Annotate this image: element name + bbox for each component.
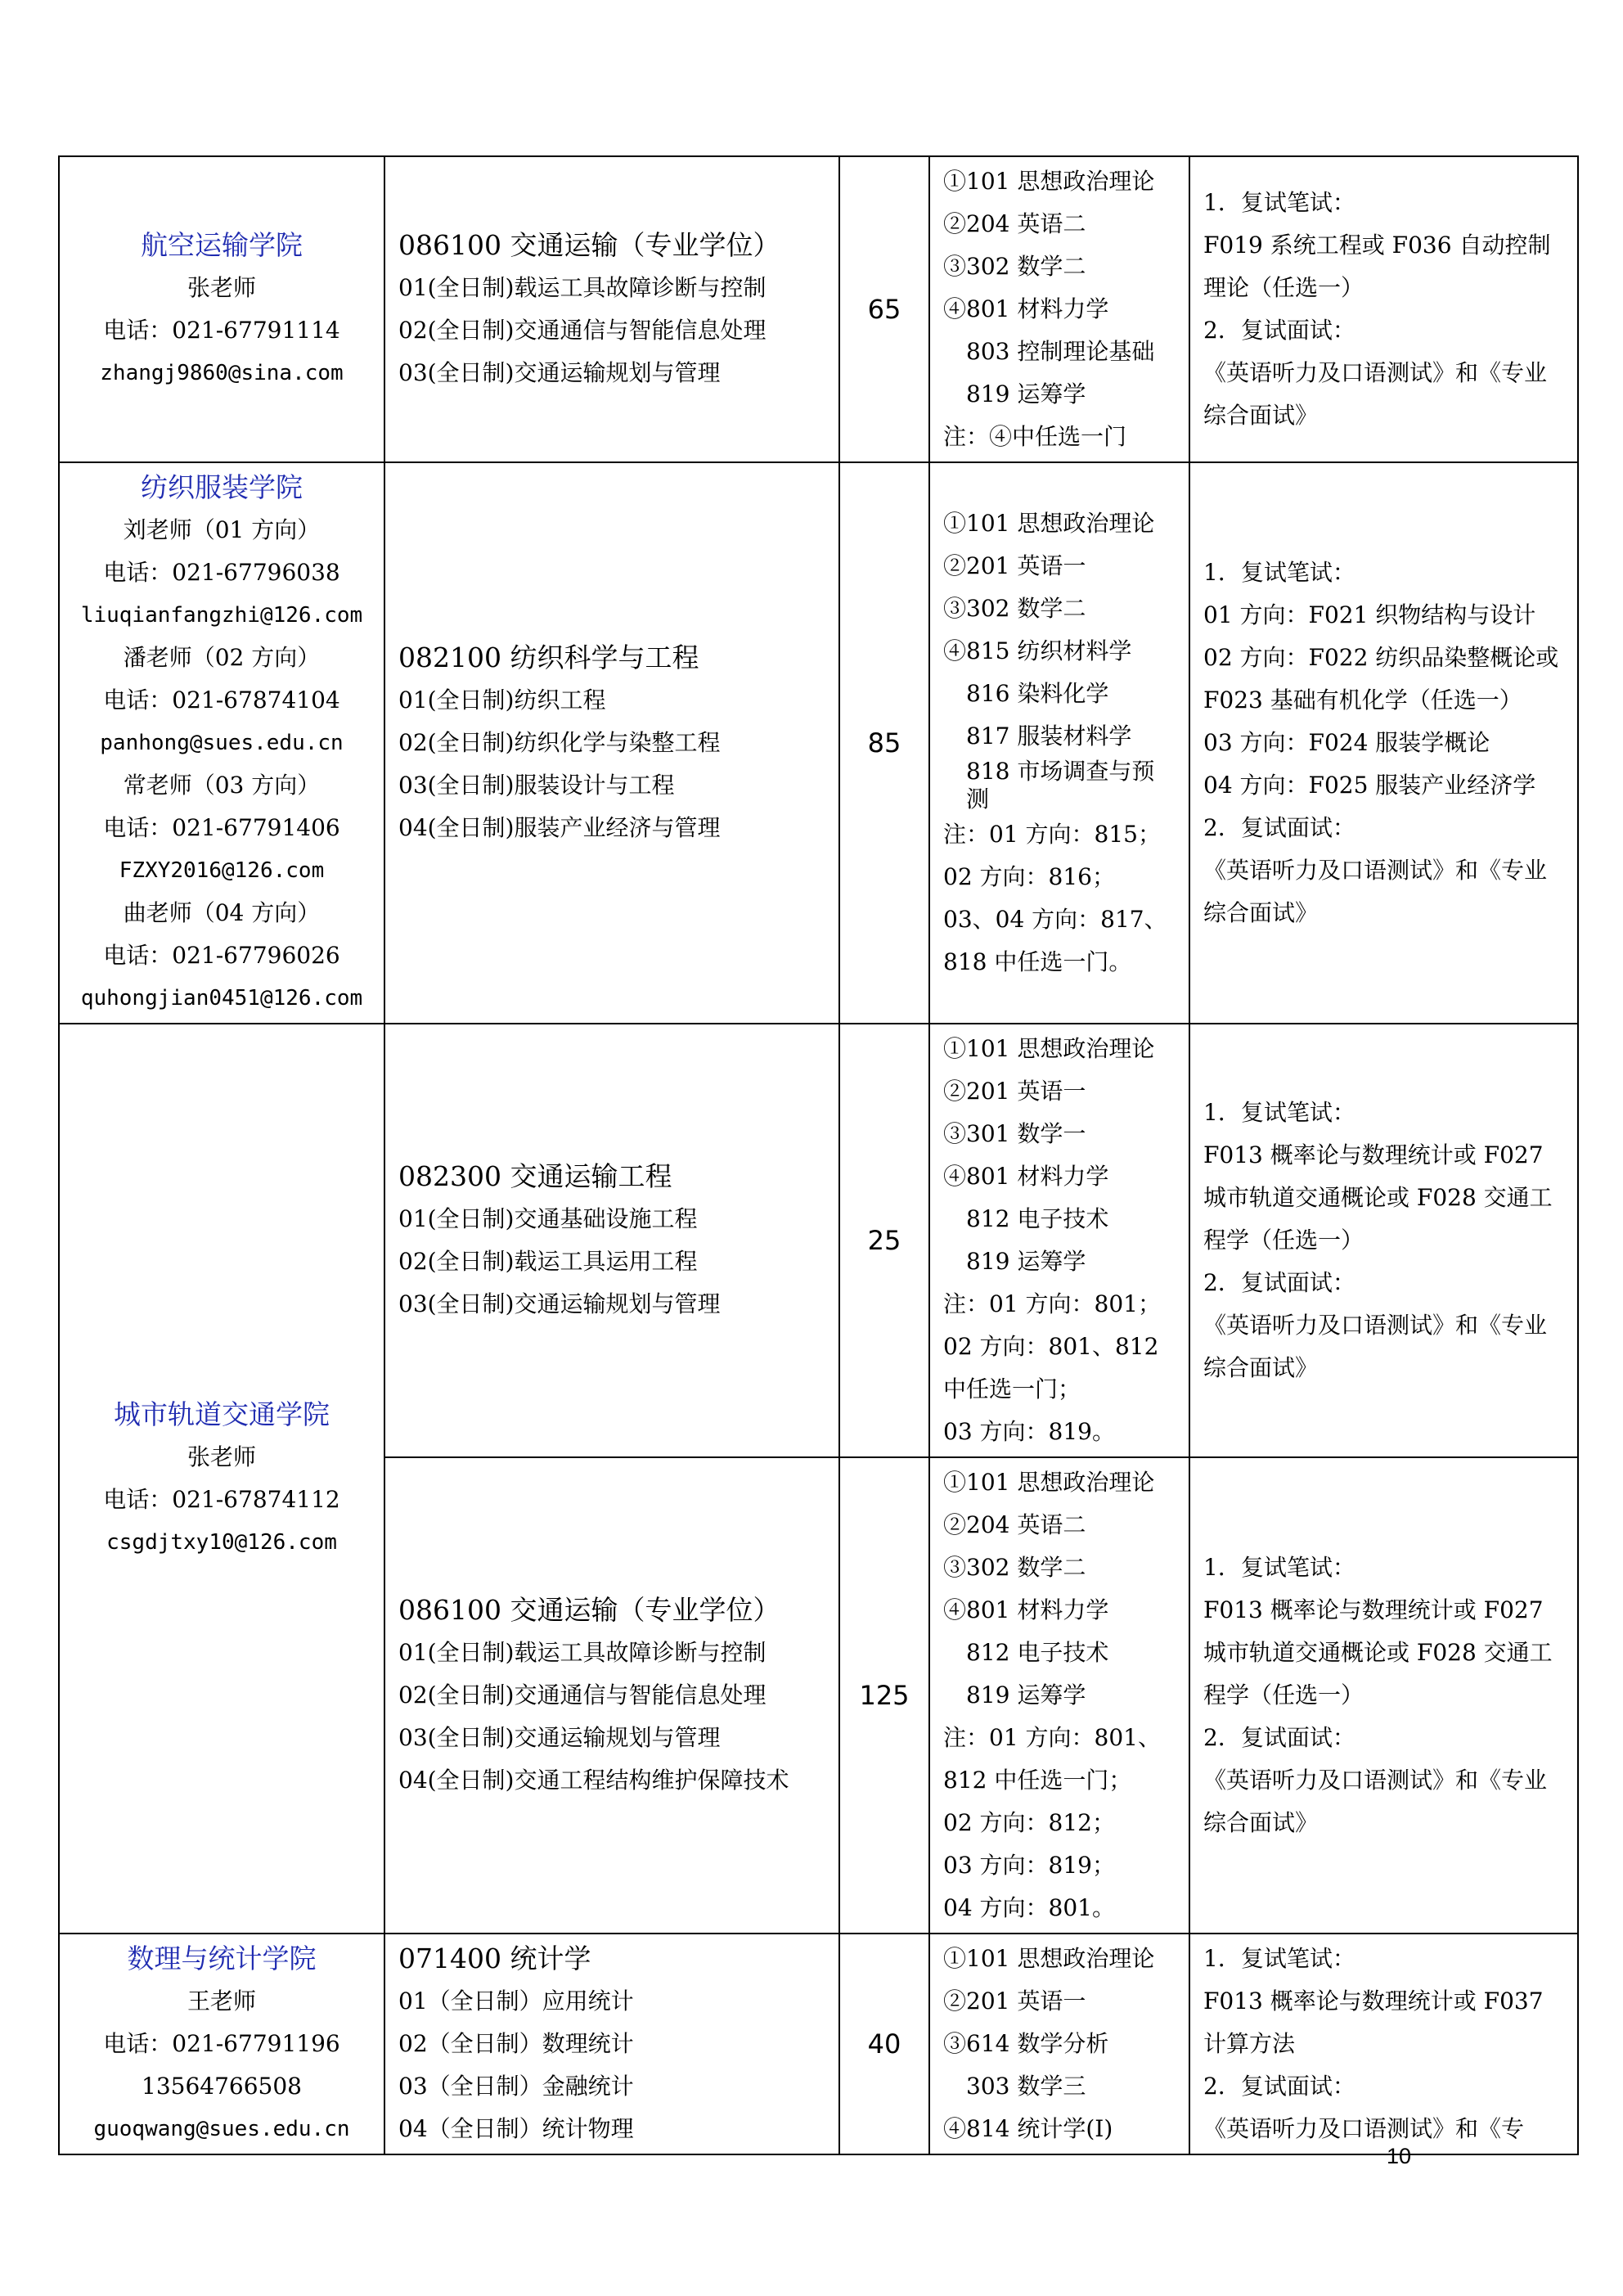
retest-line: 1．复试笔试：: [1203, 1099, 1355, 1126]
exam-subject: 819 运筹学: [966, 1248, 1086, 1275]
exam-subject: ②204 英语二: [943, 1511, 1086, 1538]
direction: 02(全日制)纺织化学与染整工程: [398, 729, 721, 756]
exam-subject: 816 染料化学: [966, 680, 1109, 707]
contact-phone: 电话：021-67791114: [103, 317, 340, 344]
exam-subject: 803 控制理论基础: [966, 338, 1155, 365]
exam-note: 注：④中任选一门: [943, 423, 1127, 450]
exam-note: 03、04 方向：817、818 中任选一门。: [943, 906, 1167, 975]
exam-subject: ①101 思想政治理论: [943, 1469, 1155, 1496]
retest-line: F013 概率论与数理统计或 F037 计算方法: [1203, 1988, 1544, 2057]
direction: 04(全日制)交通工程结构维护保障技术: [398, 1767, 789, 1794]
exam-subject: ②201 英语一: [943, 1988, 1086, 2015]
retest-cell: [1189, 1024, 1578, 1457]
dept-name: 数理与统计学院: [127, 1943, 317, 1974]
contact-email: liuqianfangzhi@126.com: [80, 603, 363, 628]
exam-note: 03 方向：819；: [943, 1852, 1115, 1879]
retest-line: 04 方向：F025 服装产业经济学: [1203, 772, 1536, 799]
contact-email: csgdjtxy10@126.com: [106, 1530, 337, 1555]
exam-subject: ④801 材料力学: [943, 295, 1109, 322]
retest-line: 1．复试笔试：: [1203, 559, 1355, 586]
exam-subject: 812 电子技术: [966, 1639, 1109, 1666]
retest-line: F013 概率论与数理统计或 F027 城市轨道交通概论或 F028 交通工程学（任选一）: [1203, 1596, 1553, 1708]
contact-phone: 电话：021-67796038: [103, 559, 340, 586]
dept-name: 航空运输学院: [141, 229, 303, 261]
major-cell: [384, 462, 839, 1024]
contact-name: 潘老师（02 方向）: [123, 644, 321, 671]
exam-subject: ④814 统计学(Ⅰ): [943, 2115, 1113, 2142]
major-cell: [384, 1457, 839, 1934]
direction: 04(全日制)服装产业经济与管理: [398, 814, 721, 841]
retest-line: 《英语听力及口语测试》和《专业综合面试》: [1203, 1767, 1548, 1836]
exam-note: 02 方向：812；: [943, 1809, 1115, 1836]
exam-cell: [929, 462, 1189, 1024]
contact-name: 常老师（03 方向）: [123, 772, 321, 799]
contact-phone: 电话：021-67791406: [103, 814, 340, 841]
quota-cell: 125: [839, 1457, 929, 1934]
exam-subject: ④801 材料力学: [943, 1163, 1109, 1190]
contact-mobile: 13564766508: [142, 2073, 302, 2100]
major-title: 082300 交通运输工程: [398, 1160, 672, 1192]
quota-cell: 65: [839, 156, 929, 462]
table-row: [59, 156, 1578, 462]
retest-line: 《英语听力及口语测试》和《专: [1203, 2115, 1525, 2142]
retest-line: 《英语听力及口语测试》和《专业综合面试》: [1203, 359, 1548, 429]
retest-line: 《英语听力及口语测试》和《专业综合面试》: [1203, 857, 1548, 926]
direction: 01(全日制)载运工具故障诊断与控制: [398, 1639, 767, 1666]
contact-name: 刘老师（01 方向）: [123, 516, 321, 543]
direction: 03(全日制)交通运输规划与管理: [398, 1290, 721, 1317]
exam-subject: ②204 英语二: [943, 210, 1086, 237]
retest-cell: [1189, 462, 1578, 1024]
direction: 01(全日制)纺织工程: [398, 687, 606, 714]
direction: 01(全日制)载运工具故障诊断与控制: [398, 274, 767, 301]
exam-note: 注：01 方向：801；: [943, 1290, 1161, 1317]
exam-note: 03 方向：819。: [943, 1418, 1115, 1445]
retest-line: 01 方向：F021 织物结构与设计: [1203, 601, 1536, 628]
contact-email: guoqwang@sues.edu.cn: [93, 2117, 350, 2141]
major-title: 086100 交通运输（专业学位）: [398, 229, 780, 261]
contact-email: zhangj9860@sina.com: [100, 361, 344, 385]
contact-email: quhongjian0451@126.com: [80, 986, 363, 1011]
direction: 02(全日制)载运工具运用工程: [398, 1248, 698, 1275]
dept-name: 纺织服装学院: [141, 471, 303, 503]
exam-subject: 303 数学三: [966, 2073, 1086, 2100]
exam-subject: 817 服装材料学: [966, 723, 1132, 750]
retest-line: 1．复试笔试：: [1203, 1945, 1355, 1972]
exam-subject: ③302 数学二: [943, 1554, 1086, 1581]
major-cell: [384, 1024, 839, 1457]
contact-name: 曲老师（04 方向）: [123, 899, 321, 926]
dept-name: 城市轨道交通学院: [114, 1398, 330, 1430]
exam-note: 注：01 方向：815；: [943, 821, 1161, 848]
exam-cell: [929, 1934, 1189, 2154]
retest-line: 02 方向：F022 纺织品染整概论或 F023 基础有机化学（任选一）: [1203, 644, 1559, 714]
exam-subject: ④801 材料力学: [943, 1596, 1109, 1623]
contact-phone: 电话：021-67874104: [103, 687, 340, 714]
exam-note: 04 方向：801。: [943, 1894, 1115, 1921]
retest-line: 03 方向：F024 服装学概论: [1203, 729, 1490, 756]
direction: 01（全日制）应用统计: [398, 1988, 634, 2015]
exam-subject: 812 电子技术: [966, 1205, 1109, 1232]
retest-line: 1．复试笔试：: [1203, 189, 1355, 216]
exam-subject: ②201 英语一: [943, 552, 1086, 579]
retest-line: 2．复试面试：: [1203, 2073, 1355, 2100]
retest-line: 2．复试面试：: [1203, 814, 1355, 841]
retest-line: F019 系统工程或 F036 自动控制理论（任选一）: [1203, 232, 1551, 301]
retest-cell: [1189, 156, 1578, 462]
exam-subject: ②201 英语一: [943, 1078, 1086, 1105]
exam-subject: ①101 思想政治理论: [943, 1035, 1155, 1062]
contact-name: 张老师: [187, 274, 256, 301]
dept-cell: [59, 1024, 384, 1934]
direction: 03(全日制)交通运输规划与管理: [398, 359, 721, 386]
exam-subject: ①101 思想政治理论: [943, 510, 1155, 537]
retest-line: F013 概率论与数理统计或 F027 城市轨道交通概论或 F028 交通工程学（任选一）: [1203, 1141, 1553, 1254]
major-title: 071400 统计学: [398, 1943, 591, 1974]
contact-phone: 电话：021-67874112: [103, 1486, 340, 1513]
exam-subject: ①101 思想政治理论: [943, 1945, 1155, 1972]
exam-cell: [929, 156, 1189, 462]
exam-subject: ①101 思想政治理论: [943, 168, 1155, 195]
dept-cell: [59, 156, 384, 462]
retest-cell: [1189, 1934, 1578, 2154]
direction: 01(全日制)交通基础设施工程: [398, 1205, 698, 1232]
contact-email: FZXY2016@126.com: [119, 858, 325, 883]
major-title: 086100 交通运输（专业学位）: [398, 1594, 780, 1626]
exam-subject: ④815 纺织材料学: [943, 637, 1132, 664]
exam-subject: 819 运筹学: [966, 1681, 1086, 1708]
retest-line: 2．复试面试：: [1203, 317, 1355, 344]
retest-line: 2．复试面试：: [1203, 1724, 1355, 1751]
direction: 02(全日制)交通通信与智能信息处理: [398, 317, 767, 344]
quota-cell: 40: [839, 1934, 929, 2154]
page-number: 10: [1387, 2144, 1412, 2168]
direction: 03(全日制)交通运输规划与管理: [398, 1724, 721, 1751]
exam-subject: ③614 数学分析: [943, 2030, 1109, 2057]
table-row: [59, 462, 1578, 1024]
retest-line: 2．复试面试：: [1203, 1269, 1355, 1296]
direction: 02(全日制)交通通信与智能信息处理: [398, 1681, 767, 1708]
retest-line: 1．复试笔试：: [1203, 1554, 1355, 1581]
direction: 03（全日制）金融统计: [398, 2073, 634, 2100]
retest-cell: [1189, 1457, 1578, 1934]
table-row: [59, 1934, 1578, 2154]
quota-cell: 25: [839, 1024, 929, 1457]
contact-phone: 电话：021-67791196: [103, 2030, 340, 2057]
major-cell: [384, 156, 839, 462]
direction: 04（全日制）统计物理: [398, 2115, 634, 2142]
contact-name: 王老师: [187, 1988, 256, 2015]
exam-note: 注：01 方向：801、812 中任选一门；: [943, 1724, 1161, 1794]
major-title: 082100 纺织科学与工程: [398, 642, 699, 673]
admissions-table: [58, 155, 1579, 2155]
exam-subject: 819 运筹学: [966, 380, 1086, 407]
quota-cell: 85: [839, 462, 929, 1024]
exam-cell: [929, 1024, 1189, 1457]
exam-subject: ③302 数学二: [943, 253, 1086, 280]
exam-note: 02 方向：816；: [943, 863, 1115, 890]
retest-line: 《英语听力及口语测试》和《专业综合面试》: [1203, 1312, 1548, 1381]
dept-cell: [59, 462, 384, 1024]
contact-name: 张老师: [187, 1443, 256, 1470]
exam-subject: ③302 数学二: [943, 595, 1086, 622]
direction: 03(全日制)服装设计与工程: [398, 772, 675, 799]
exam-cell: [929, 1457, 1189, 1934]
direction: 02（全日制）数理统计: [398, 2030, 634, 2057]
exam-subject: 818 市场调查与预测: [966, 758, 1155, 813]
contact-phone: 电话：021-67796026: [103, 942, 340, 969]
contact-email: panhong@sues.edu.cn: [100, 731, 344, 755]
table-row: [59, 1024, 1578, 1457]
major-cell: [384, 1934, 839, 2154]
exam-note: 02 方向：801、812 中任选一门；: [943, 1333, 1159, 1402]
dept-cell: [59, 1934, 384, 2154]
exam-subject: ③301 数学一: [943, 1120, 1086, 1147]
